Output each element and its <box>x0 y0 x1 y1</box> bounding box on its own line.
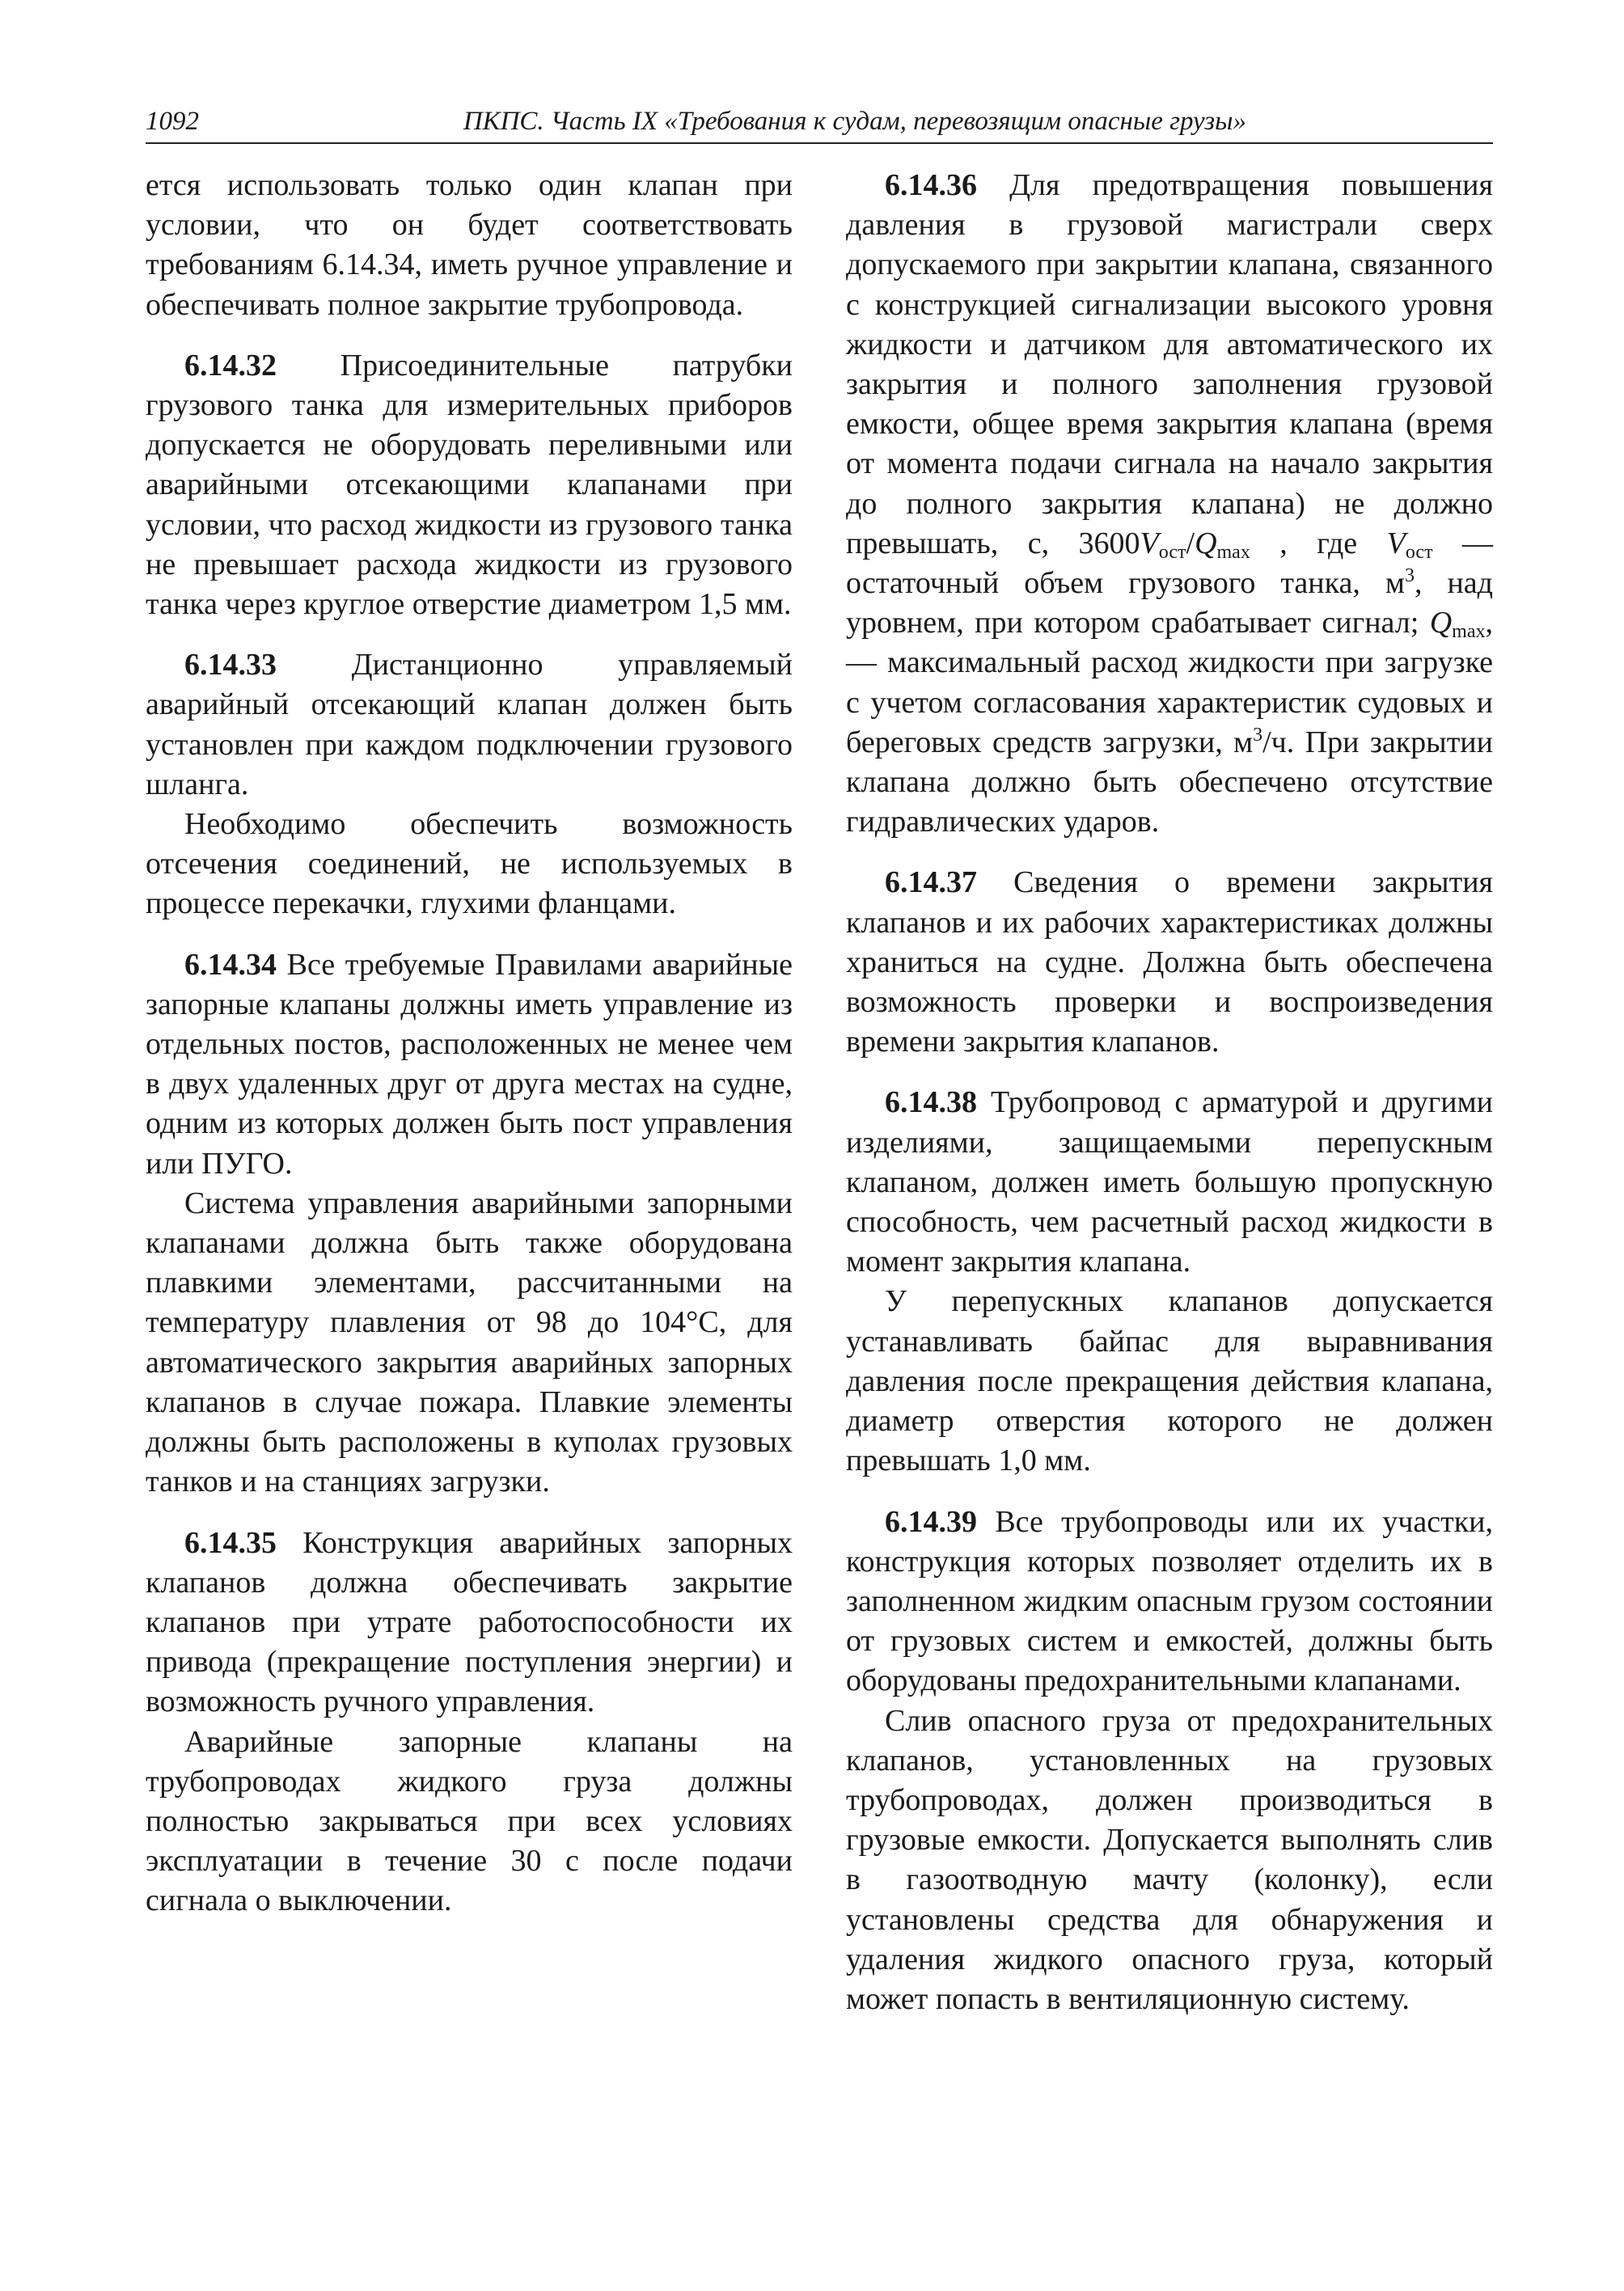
paragraph-continuation: ется использовать только один клапан при условии, что он будет соответствовать требованиям 6.14.34, иметь ручное управление и обеспечивать полное закрытие трубопровода. <box>146 168 793 322</box>
section-number: 6.14.38 <box>885 1085 977 1120</box>
paragraph-6-14-36: 6.14.36 Для предотвращения повышения давления в грузовой магистрали сверх допускаемого при закрытии клапана, связанного с конструкцией сигнализации высокого уровня жидкости и датчиком для автоматического их закрытия и полного заполнения грузовой емкости, общее время закрытия клапана (время от момента подачи сигнала на начало закрытия до полного закрытия клапана) не должно превышать, с, $3600V_{ост}/Q_{max}$ , где $V_{ост}$ — остаточный объем грузового танка, $м^3$, над уровнем, при котором срабатывает сигнал; $Q_{max}$, — максимальный расход жидкости при загрузке с учетом согласования характеристик судовых и береговых средств загрузки, $м^3/ч$. При закрытии клапана должно быть обеспечено отсутствие гидравлических ударов. <box>846 168 1494 839</box>
section-number: 6.14.34 <box>184 947 277 982</box>
paragraph-6-14-34 <box>146 945 793 1184</box>
paragraph-6-14-32 <box>146 346 793 624</box>
paragraph: Необходимо обеспечить возможность отсечения соединений, не используемых в процессе перекачки, глухими фланцами. <box>146 807 793 921</box>
paragraph-text: Конструкция аварийных запорных клапанов должна обеспечивать закрытие клапанов при утрате работоспособности их привода (прекращение поступления энергии) и возможность ручного управления. <box>146 1525 793 1719</box>
right-column <box>846 166 1493 2019</box>
left-column <box>146 166 793 1921</box>
page-number: 1092 <box>146 107 199 136</box>
paragraph: У перепускных клапанов допускается устанавливать байпас для выравнивания давления после прекращения действия клапана, диаметр отверстия которого не должен превышать 1,0 мм. <box>846 1284 1493 1478</box>
paragraph: Аварийные запорные клапаны на трубопроводах жидкого груза должны полностью закрываться при всех условиях эксплуатации в течение 30 с после подачи сигнала о выключении. <box>146 1724 793 1918</box>
paragraph-6-14-38 <box>846 1083 1493 1282</box>
paragraph-text: Дистанционно управляемый аварийный отсекающий клапан должен быть установлен при каждом подключении грузового шланга. <box>146 648 793 801</box>
paragraph-text: Все трубопроводы или их участки, конструкция которых позволяет отделить их в заполненном жидким опасным грузом состоянии от грузовых систем и емкостей, должны быть оборудованы предохранительными клапанами. <box>846 1504 1494 1698</box>
paragraph: Система управления аварийными запорными клапанами должна быть также оборудована плавкими элементами, рассчитанными на температуру плавления от 98 до 104°C, для автоматического закрытия аварийных запорных клапанов в случае пожара. Плавкие элементы должны быть расположены в куполах грузовых танков и на станциях загрузки. <box>146 1186 793 1499</box>
section-number: 6.14.39 <box>885 1504 977 1539</box>
section-number: 6.14.32 <box>184 348 277 383</box>
paragraph: Слив опасного груза от предохранительных клапанов, установленных на грузовых трубопроводах, должен производиться в грузовые емкости. Допускается выполнять слив в газоотводную мачту (колонку), если установлены средства для обнаружения и удаления жидкого опасного груза, который может попасть в вентиляционную систему. <box>846 1703 1493 2016</box>
paragraph-6-14-37 <box>846 863 1493 1062</box>
header-title: ПКПС. Часть IX «Требования к судам, перевозящим опасные грузы» <box>463 107 1246 136</box>
formula: $3600V_{ост}/Q_{max}$ <box>1078 526 1250 563</box>
section-number: 6.14.35 <box>184 1525 277 1560</box>
paragraph-text: Присоединительные патрубки грузового танка для измерительных приборов допускается не оборудовать переливными или аварийными отсекающими клапанами при условии, что расход жидкости из грузового танка не превышает расхода жидкости из грузового танка через круглое отверстие диаметром 1,5 мм. <box>146 348 793 622</box>
paragraph-text: Трубопровод с арматурой и другими изделиями, защищаемыми перепускным клапаном, должен иметь большую пропускную способность, чем расчетный расход жидкости в момент закрытия клапана. <box>846 1085 1493 1279</box>
paragraph-text: Для предотвращения повышения давления в грузовой магистрали сверх допускаемого при закрытии клапана, связанного с конструкцией сигнализации высокого уровня жидкости и датчиком для автоматического их закрытия и полного заполнения грузовой емкости, общее время закрытия клапана (время от момента подачи сигнала на начало закрытия до полного закрытия клапана) не должно превышать, с, <box>846 168 1493 560</box>
paragraph-text: Сведения о времени закрытия клапанов и их рабочих характеристиках должны храниться на судне. Должна быть обеспечена возможность проверки и воспроизведения времени закрытия клапанов. <box>846 865 1494 1059</box>
paragraph-6-14-39 <box>846 1503 1493 1701</box>
paragraph-6-14-33 <box>146 645 793 805</box>
section-number: 6.14.37 <box>885 865 977 900</box>
paragraph-text: Все требуемые Правилами аварийные запорные клапаны должны иметь управление из отдельных постов, расположенных не менее чем в двух удаленных друг от друга местах на судне, одним из которых должен быть пост управления или ПУГО. <box>146 947 793 1181</box>
section-number: 6.14.36 <box>885 168 977 202</box>
section-number: 6.14.33 <box>184 648 277 683</box>
running-header <box>146 104 1493 144</box>
paragraph-6-14-35 <box>146 1524 793 1722</box>
